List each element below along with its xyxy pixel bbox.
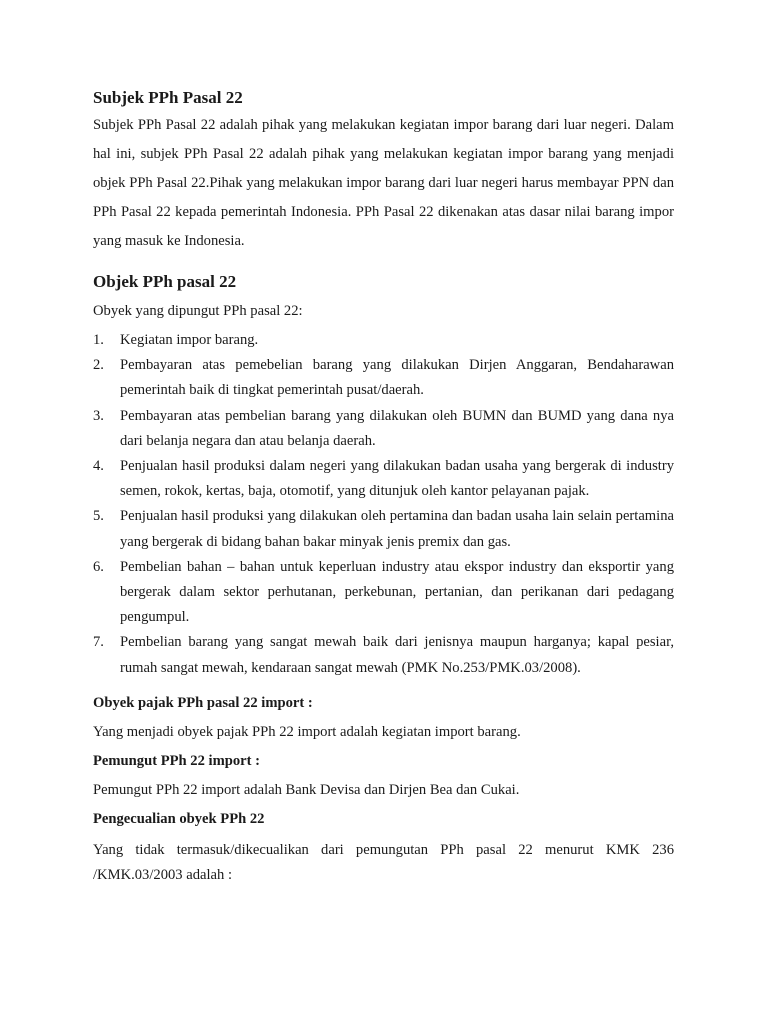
list-item: 5. Penjualan hasil produksi yang dilakukan oleh pertamina dan badan usaha lain selain pertamina yang bergerak di bidang bahan bakar minyak jenis premix dan gas. [93, 508, 674, 550]
section-subjek-title: Subjek PPh Pasal 22 [93, 88, 243, 107]
section-pengecualian-title: Pengecualian obyek PPh 22 [93, 811, 265, 827]
section-pemungut-title: Pemungut PPh 22 import : [93, 753, 261, 769]
list-item: 3. Pembayaran atas pembelian barang yang dilakukan oleh BUMN dan BUMD yang dana nya dari belanja negara dan atau belanja daerah. [93, 407, 674, 449]
list-item: 4. Penjualan hasil produksi dalam negeri yang dilakukan badan usaha yang bergerak di industry semen, rokok, kertas, baja, otomotif, yang ditunjuk oleh kantor pelayanan pajak. [93, 458, 674, 500]
list-item: 7. Pembelian barang yang sangat mewah baik dari jenisnya maupun harganya; kapal pesiar, rumah sangat mewah, kendaraan sangat mewah (PMK No.253/PMK.03/2008). [93, 634, 674, 676]
section-pemungut [93, 751, 674, 800]
section-obyek-import [93, 693, 674, 742]
list-item: 6. Pembelian bahan – bahan untuk keperluan industry atau ekspor industry dan eksportir yang bergerak dalam sektor perhutanan, perkebunan, pertanian, dan perikanan dari pedagang pengumpul. [93, 558, 674, 626]
section-pengecualian [93, 809, 674, 888]
section-obyek-import-title: Obyek pajak PPh pasal 22 import : [93, 695, 313, 711]
section-subjek-body: Subjek PPh Pasal 22 adalah pihak yang melakukan kegiatan impor barang dari luar negeri. Dalam hal ini, subjek PPh Pasal 22 adalah pihak yang melakukan kegiatan impor barang yang menjadi objek PPh Pasal 22.Pihak yang melakukan impor barang dari luar negeri harus membayar PPN dan PPh Pasal 22 kepada pemerintah Indonesia. PPh Pasal 22 dikenakan atas dasar nilai barang impor yang masuk ke Indonesia. [93, 117, 674, 249]
list-item: 1. Kegiatan impor barang. [93, 332, 259, 348]
section-pengecualian-body: Yang tidak termasuk/dikecualikan dari pemungutan PPh pasal 22 menurut KMK 236 /KMK.03/2003 adalah : [93, 842, 674, 883]
section-pemungut-body: Pemungut PPh 22 import adalah Bank Devisa dan Dirjen Bea dan Cukai. [93, 782, 520, 798]
section-subjek [93, 88, 674, 256]
objek-list [93, 328, 674, 681]
list-item: 2. Pembayaran atas pemebelian barang yang dilakukan Dirjen Anggaran, Bendaharawan pemerintah baik di tingkat pemerintah pusat/daerah. [93, 357, 674, 399]
section-objek-intro: Obyek yang dipungut PPh pasal 22: [93, 303, 303, 319]
section-objek-title: Objek PPh pasal 22 [93, 272, 237, 291]
section-objek [93, 272, 674, 681]
section-obyek-import-body: Yang menjadi obyek pajak PPh 22 import adalah kegiatan import barang. [93, 724, 521, 740]
